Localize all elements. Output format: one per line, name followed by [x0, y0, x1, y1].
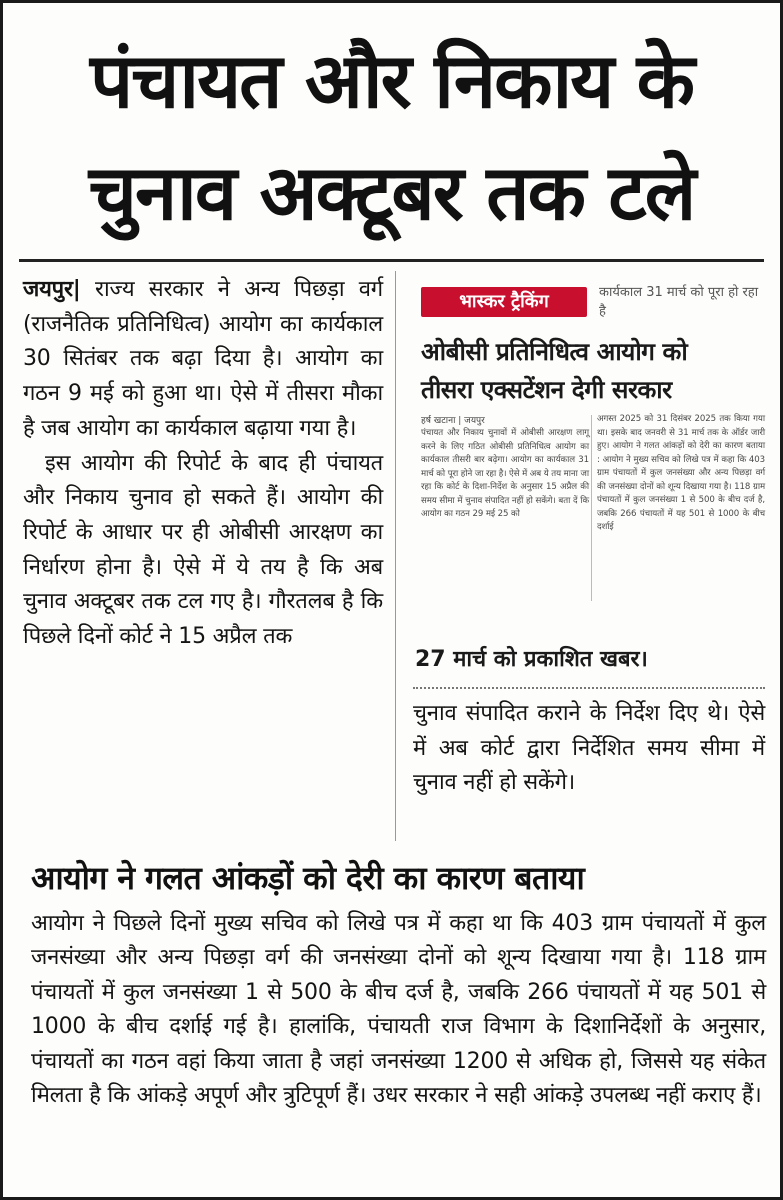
clipping-column-2: अगस्त 2025 को 31 दिसंबर 2025 तक किया गया था। इसके बाद जनवरी से 31 मार्च तक के ऑर्डर जारी हुए। आयोग ने गलत आंकड़ों को देरी का कारण बताया : आयोग ने मुख्य सचिव को लिखे पत्र में कहा कि 403 ग्राम पंचायतों में कुल जनसंख्या और अन्य पिछड़ा वर्ग की जनसंख्या दोनों को शून्य दिखाया गया है। 118 ग्राम पंचायतों में कुल जनसंख्या 1 से 500 के बीच दर्ज है, जबकि 266 पंचायतों में यह 501 से 1000 के बीच दर्शाई — [597, 414, 765, 532]
clipping-tag: कार्यकाल 31 मार्च को पूरा हो रहा है — [599, 285, 759, 319]
second-paragraph: इस आयोग की रिपोर्ट के बाद ही पंचायत और निकाय चुनाव हो सकते हैं। आयोग की रिपोर्ट के आधार पर ही ओबीसी आरक्षण का निर्धारण होना है। ऐसे में ये तय है कि अब चुनाव अक्टूबर तक टल गए है। गौरतलब है कि पिछले दिनों कोर्ट ने 15 अप्रैल तक — [23, 450, 383, 650]
headline — [3, 25, 780, 249]
headline-line-2: चुनाव अक्टूबर तक टले — [88, 148, 695, 237]
clipping-byline: हर्ष खटाना | जयपुर — [421, 416, 485, 426]
bottom-paragraph: आयोग ने पिछले दिनों मुख्य सचिव को लिखे पत्र में कहा था कि 403 ग्राम पंचायतों में कुल जनसंख्या और अन्य पिछड़ा वर्ग की जनसंख्या दोनों को शून्य दिखाया गया है। 118 ग्राम पंचायतों में कुल जनसंख्या 1 से 500 के बीच दर्ज है, जबकि 266 पंचायतों में यह 501 से 1000 के बीच दर्शाई गई है। हालांकि, पंचायती राज विभाग के दिशानिर्देशों के अनुसार, पंचायतों का गठन वहां किया जाता है जहां जनसंख्या 1200 से अधिक हो, जिससे यह संकेत मिलता है कि आंकड़े अपूर्ण और त्रुटिपूर्ण हैं। उधर सरकार ने सही आंकड़े उपलब्ध नहीं कराए हैं। — [31, 911, 766, 1109]
headline-rule — [19, 259, 764, 262]
clipping-column-divider — [591, 415, 592, 601]
dotted-separator — [413, 687, 765, 689]
right-column — [413, 697, 765, 801]
lead-paragraph-text: राज्य सरकार ने अन्य पिछड़ा वर्ग (राजनैतिक प्रतिनिधित्व) आयोग का कार्यकाल 30 सितंबर तक बढ़ा दिया है। आयोग का गठन 9 मई को हुआ था। ऐसे में तीसरा मौका है जब आयोग का कार्यकाल बढ़ाया गया है। — [23, 277, 383, 441]
clipping-headline-line-2: तीसरा एक्सटेंशन देगी सरकार — [421, 375, 672, 404]
clipping-headline — [421, 333, 765, 409]
inset-clipping — [413, 275, 765, 685]
dateline: जयपुर| — [23, 277, 81, 302]
lead-paragraph — [23, 273, 383, 447]
column-divider — [395, 271, 396, 841]
left-column — [23, 273, 383, 655]
bottom-section — [31, 907, 766, 1113]
clipping-column-1: पंचायत और निकाय चुनावों में ओबीसी आरक्षण लागू करने के लिए गठित ओबीसी प्रतिनिधित्व आयोग का कार्यकाल तीसरी बार बढ़ेगा। आयोग का कार्यकाल 31 मार्च को पूरा होने जा रहा है। ऐसे में अब ये तय माना जा रहा कि कोर्ट के दिशा-निर्देश के अनुसार 15 अप्रैल की समय सीमा में चुनाव संपादित नहीं हो सकेंगे। बता दें कि आयोग का गठन 29 मई 25 को — [421, 428, 589, 519]
right-column-paragraph: चुनाव संपादित कराने के निर्देश दिए थे। ऐसे में अब कोर्ट द्वारा निर्देशित समय सीमा में चुनाव नहीं हो सकेंगे। — [413, 701, 765, 796]
clipping-caption: 27 मार्च को प्रकाशित खबर। — [415, 647, 648, 672]
subheading: आयोग ने गलत आंकड़ों को देरी का कारण बताया — [31, 859, 585, 897]
clipping-headline-line-1: ओबीसी प्रतिनिधित्व आयोग को — [421, 337, 688, 366]
brand-label: भास्कर ट्रैकिंग — [421, 287, 587, 317]
headline-line-1: पंचायत और निकाय के — [89, 36, 694, 125]
clipping-body — [421, 413, 765, 613]
